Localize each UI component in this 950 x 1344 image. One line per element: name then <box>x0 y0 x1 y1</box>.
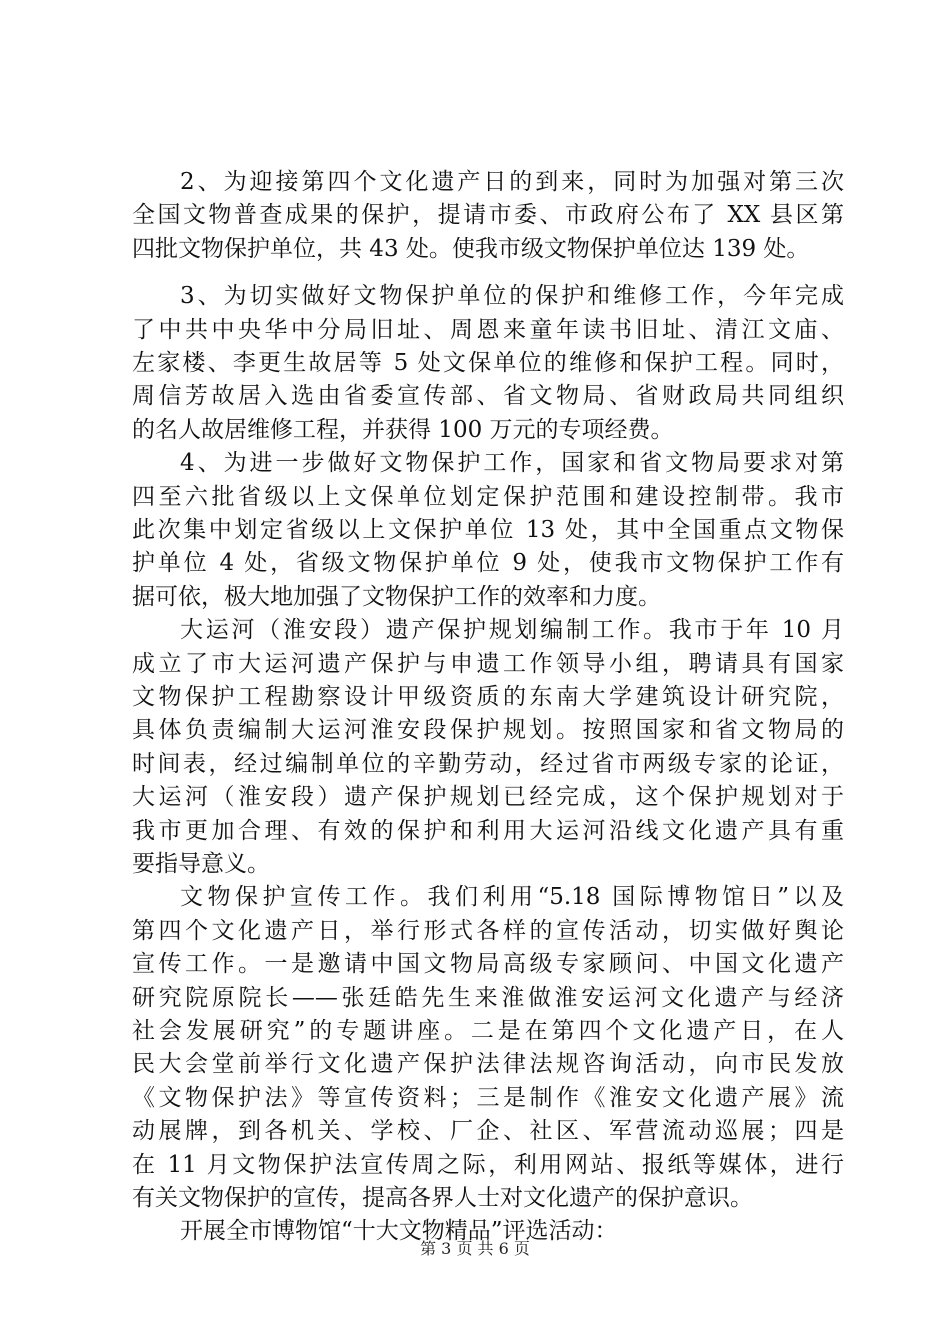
text-line: 在 11 月文物保护法宣传周之际，利用网站、报纸等媒体，进行 <box>132 1151 844 1178</box>
text-line: 研究院原院长——张廷皓先生来淮做淮安运河文化遗产与经济 <box>132 984 844 1011</box>
text-line: 我市更加合理、有效的保护和利用大运河沿线文化遗产具有重 <box>132 817 844 844</box>
text-line: 文物保护宣传工作。我们利用“5.18 国际博物馆日”以及 <box>180 884 844 911</box>
text-line: 4、为进一步做好文物保护工作，国家和省文物局要求对第 <box>180 450 844 477</box>
text-line: 周信芳故居入选由省委宣传部、省文物局、省财政局共同组织 <box>132 383 844 410</box>
text-line: 护单位 4 处，省级文物保护单位 9 处，使我市文物保护工作有 <box>132 550 844 577</box>
text-line: 左家楼、李更生故居等 5 处文保单位的维修和保护工程。同时， <box>132 350 844 376</box>
text-line: 开展全市博物馆“十大文物精品”评选活动： <box>180 1218 618 1245</box>
text-line: 大运河（淮安段）遗产保护规划已经完成，这个保护规划对于 <box>132 784 844 811</box>
text-line: 具体负责编制大运河淮安段保护规划。按照国家和省文物局的 <box>132 717 844 744</box>
text-line: 的名人故居维修工程，并获得 100 万元的专项经费。 <box>132 416 674 443</box>
text-line: 时间表，经过编制单位的辛勤劳动，经过省市两级专家的论证， <box>132 750 844 777</box>
text-line: 第四个文化遗产日，举行形式各样的宣传活动，切实做好舆论 <box>132 917 844 944</box>
text-line: 宣传工作。一是邀请中国文物局高级专家顾问、中国文化遗产 <box>132 951 844 978</box>
text-line: 四批文物保护单位，共 43 处。使我市级文物保护单位达 139 处。 <box>132 235 810 262</box>
text-line: 社会发展研究”的专题讲座。二是在第四个文化遗产日，在人 <box>132 1018 844 1044</box>
text-line: 3、为切实做好文物保护单位的保护和维修工作，今年完成 <box>180 283 844 310</box>
page-footer: 第 3 页 共 6 页 <box>420 1239 530 1258</box>
text-line: 文物保护工程勘察设计甲级资质的东南大学建筑设计研究院， <box>132 684 844 710</box>
text-line: 据可依，极大地加强了文物保护工作的效率和力度。 <box>132 583 661 610</box>
text-line: 了中共中央华中分局旧址、周恩来童年读书旧址、清江文庙、 <box>132 316 844 343</box>
text-line: 此次集中划定省级以上文保护单位 13 处，其中全国重点文物保 <box>132 517 844 543</box>
text-line: 民大会堂前举行文化遗产保护法律法规咨询活动，向市民发放 <box>132 1051 844 1078</box>
text-line: 有关文物保护的宣传，提高各界人士对文化遗产的保护意识。 <box>132 1185 753 1211</box>
text-line: 成立了市大运河遗产保护与申遗工作领导小组，聘请具有国家 <box>132 650 844 677</box>
text-line: 要指导意义。 <box>132 851 270 877</box>
text-line: 全国文物普查成果的保护，提请市委、市政府公布了 XX 县区第 <box>132 202 844 229</box>
text-line: 大运河（淮安段）遗产保护规划编制工作。我市于年 10 月 <box>180 617 844 644</box>
text-line: 四至六批省级以上文保单位划定保护范围和建设控制带。我市 <box>132 483 844 510</box>
text-line: 动展牌，到各机关、学校、厂企、社区、军营流动巡展；四是 <box>132 1118 844 1145</box>
text-line: 2、为迎接第四个文化遗产日的到来，同时为加强对第三次 <box>180 169 844 195</box>
text-line: 《文物保护法》等宣传资料；三是制作《淮安文化遗产展》流 <box>132 1084 844 1111</box>
